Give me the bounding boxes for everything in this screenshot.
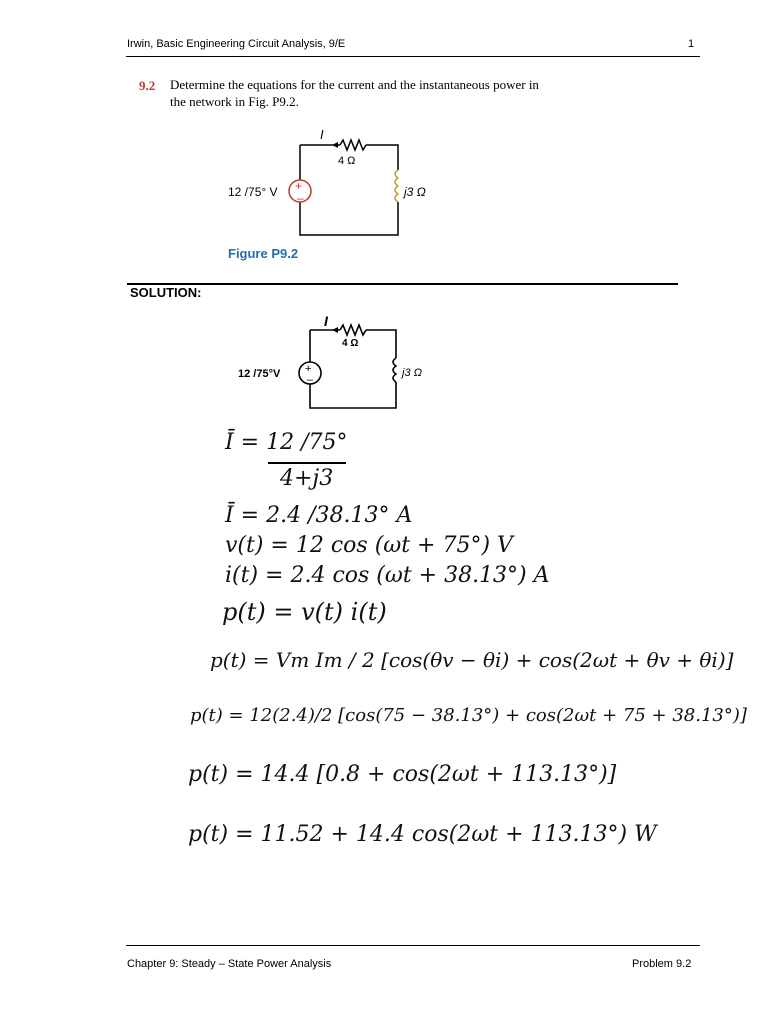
source-label: 12 /75° V — [228, 185, 278, 199]
figure-caption: Figure P9.2 — [228, 246, 299, 261]
solution-rule — [127, 283, 678, 285]
circuit-figure — [220, 120, 440, 245]
eq-power-final: p(t) = 11.52 + 14.4 cos(2ωt + 113.13°) W — [188, 822, 657, 847]
eq-power-def: p(t) = v(t) i(t) — [222, 598, 387, 626]
header-rule — [126, 56, 700, 57]
solution-resistor-label: 4 Ω — [342, 338, 359, 349]
eq-voltage-time: v(t) = 12 cos (ωt + 75°) V — [225, 533, 513, 558]
resistor-label: 4 Ω — [338, 155, 356, 167]
problem-number: 9.2 — [139, 78, 156, 93]
page-number: 1 — [688, 38, 695, 50]
problem-text: Determine the equations for the current and the instantaneous power in the network in Fig. P9.2. — [170, 77, 539, 109]
footer-problem: Problem 9.2 — [632, 958, 692, 970]
eq-current-time: i(t) = 2.4 cos (ωt + 38.13°) A — [225, 563, 550, 588]
footer-chapter: Chapter 9: Steady – State Power Analysis — [127, 958, 332, 970]
eq-current-numerator: Ī = 12 /75° — [225, 430, 348, 455]
current-label: I — [320, 127, 324, 142]
solution-current-label: I — [324, 313, 328, 329]
inductor-label: j3 Ω — [404, 185, 426, 199]
eq-current-denominator: 4+j3 — [280, 466, 334, 491]
svg-text:–: – — [307, 374, 314, 386]
eq-power-substituted: p(t) = 12(2.4)/2 [cos(75 − 38.13°) + cos(2ωt + 75 + 38.13°)] — [190, 705, 747, 726]
eq-current-phasor: Ī = 2.4 /38.13° A — [225, 503, 413, 528]
solution-inductor-label: j3 Ω — [402, 367, 422, 379]
eq-power-general: p(t) = Vm Im / 2 [cos(θv − θi) + cos(2ωt + θv + θi)] — [210, 648, 734, 672]
solution-heading: SOLUTION: — [130, 285, 202, 300]
svg-text:+: + — [305, 363, 312, 375]
solution-source-label: 12 /75°V — [238, 368, 281, 380]
eq-power-simplified: p(t) = 14.4 [0.8 + cos(2ωt + 113.13°)] — [188, 762, 617, 787]
footer-rule — [126, 945, 700, 946]
svg-text:–: – — [297, 191, 304, 205]
solution-circuit — [220, 310, 440, 415]
svg-text:+: + — [295, 179, 303, 193]
book-title: Irwin, Basic Engineering Circuit Analysis, 9/E — [127, 38, 346, 50]
fraction-bar — [268, 462, 346, 464]
